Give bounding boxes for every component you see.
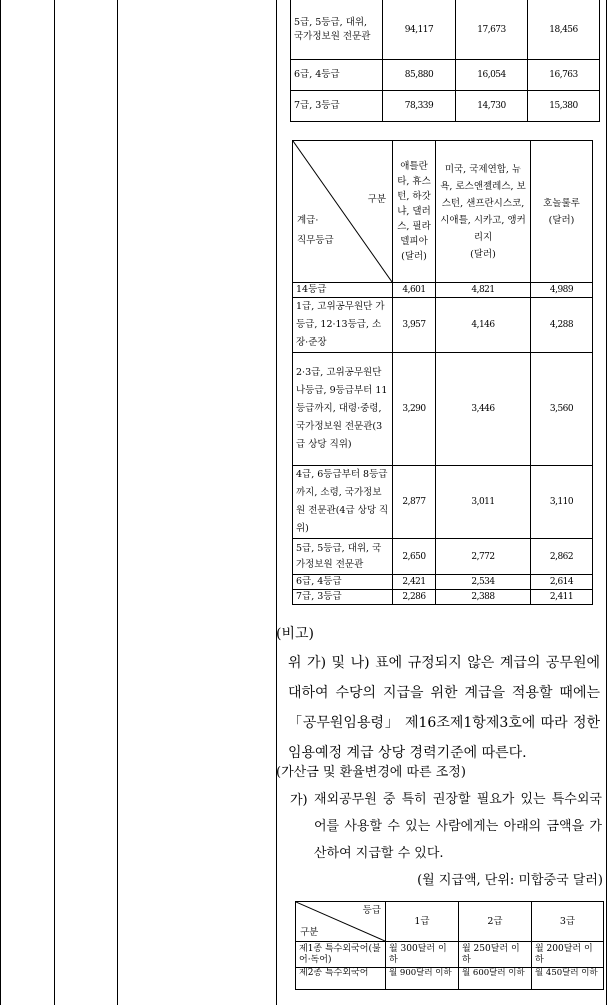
row-label: 7급, 3등급 [291,91,383,122]
table-row [293,353,593,466]
frame-rule [0,0,1,1005]
table-row [293,590,593,605]
cell-value: 3,446 [436,353,531,466]
bonus-item-text: 재외공무원 중 특히 권장할 필요가 있는 특수외국어를 사용할 수 있는 사람에게는 아래의 금액을 가산하여 지급할 수 있다. [314,792,602,861]
frame-rule [276,0,277,1005]
column-header: 3급 [532,902,604,942]
cell-value: 4,146 [436,298,531,353]
row-label: 4급, 6등급부터 8등급까지, 소령, 국가정보원 전문관(4급 상당 직위) [293,466,393,539]
cell-value: 월 450달러 이하 [532,968,604,990]
table-row [291,60,600,91]
table-row [293,539,593,575]
column-header: 호놀룰루 (달러) [531,141,593,283]
row-label: 제1종 특수외국어(불어·독어) [296,942,386,968]
table-row [293,575,593,590]
cell-value: 3,011 [436,466,531,539]
cell-value: 15,380 [528,91,600,122]
frame-rule [54,0,55,1005]
column-header: 2급 [459,902,532,942]
cell-value: 85,880 [383,60,456,91]
cell-value: 월 900달러 이하 [386,968,459,990]
table-row [291,0,600,60]
language-bonus-table [295,901,604,990]
row-label: 5급, 5등급, 대위, 국가정보원 전문관 [291,0,383,60]
cell-value: 2,411 [531,590,593,605]
row-label: 2·3급, 고위공무원단 나등급, 9등급부터 11등급까지, 대령·중령, 국가정보원 전문관(3급 상당 직위) [293,353,393,466]
cell-value: 4,989 [531,283,593,298]
row-label: 14등급 [293,283,393,298]
cell-value: 월 600달러 이하 [459,968,532,990]
row-label: 6급, 4등급 [293,575,393,590]
remarks-heading: (비고) [276,626,314,642]
remarks-body: 위 가) 및 나) 표에 규정되지 않은 계급의 공무원에 대하여 수당의 지급을 위한 계급을 적용할 때에는 「공무원임용령」 제16조제1항제3호에 따라 정한 임용예정 계급 상당 경력기준에 따른다. [288,655,600,761]
diagonal-header-cell [296,902,386,942]
table-row [291,91,600,122]
allowance-table [292,140,593,605]
cell-value: 17,673 [456,0,528,60]
cell-value: 2,388 [436,590,531,605]
table-header-row [296,902,604,942]
cell-value: 월 200달러 이하 [532,942,604,968]
cell-value: 3,560 [531,353,593,466]
frame-rule [117,0,118,1005]
cell-value: 2,286 [393,590,436,605]
cell-value: 2,772 [436,539,531,575]
cell-value: 2,650 [393,539,436,575]
diagonal-header-cell [293,141,393,283]
column-header: 애틀란타, 휴스턴, 하갓냐, 댈러스, 필라델피아 (달러) [393,141,436,283]
cell-value: 4,601 [393,283,436,298]
cell-value: 3,957 [393,298,436,353]
row-label: 6급, 4등급 [291,60,383,91]
cell-value: 16,054 [456,60,528,91]
cell-value: 2,534 [436,575,531,590]
cell-value: 4,288 [531,298,593,353]
cell-value: 16,763 [528,60,600,91]
header-label-bottom: 계급· 직무등급 [297,215,334,246]
table-row [296,968,604,990]
table-row [296,942,604,968]
cell-value: 2,614 [531,575,593,590]
column-header: 1급 [386,902,459,942]
row-label: 제2종 특수외국어 [296,968,386,990]
header-label-top: 구분 [367,194,386,205]
cell-value: 3,290 [393,353,436,466]
header-label-bottom: 구분 [300,927,319,938]
cell-value: 3,110 [531,466,593,539]
cell-value: 4,821 [436,283,531,298]
table-header-row [293,141,593,283]
cell-value: 78,339 [383,91,456,122]
unit-note: (월 지급액, 단위: 미합중국 달러) [417,873,603,888]
cell-value: 2,862 [531,539,593,575]
cell-value: 월 300달러 이하 [386,942,459,968]
bonus-item-marker: 가) [290,793,308,808]
cell-value: 18,456 [528,0,600,60]
cell-value: 94,117 [383,0,456,60]
table-row [293,298,593,353]
table-row [293,283,593,298]
cell-value: 2,421 [393,575,436,590]
cell-value: 2,877 [393,466,436,539]
row-label: 1급, 고위공무원단 가등급, 12·13등급, 소장·준장 [293,298,393,353]
bonus-heading: (가산금 및 환율변경에 따른 조정) [276,765,466,780]
header-label-top: 등급 [362,905,381,916]
row-label: 7급, 3등급 [293,590,393,605]
row-label: 5급, 5등급, 대위, 국가정보원 전문관 [293,539,393,575]
column-header: 미국, 국제연합, 뉴욕, 로스앤젤레스, 보스턴, 샌프란시스코, 시애틀, 시카고, 앵커리지 (달러) [436,141,531,283]
table-row [293,466,593,539]
cell-value: 14,730 [456,91,528,122]
cell-value: 월 250달러 이하 [459,942,532,968]
salary-table-continued [290,0,600,122]
